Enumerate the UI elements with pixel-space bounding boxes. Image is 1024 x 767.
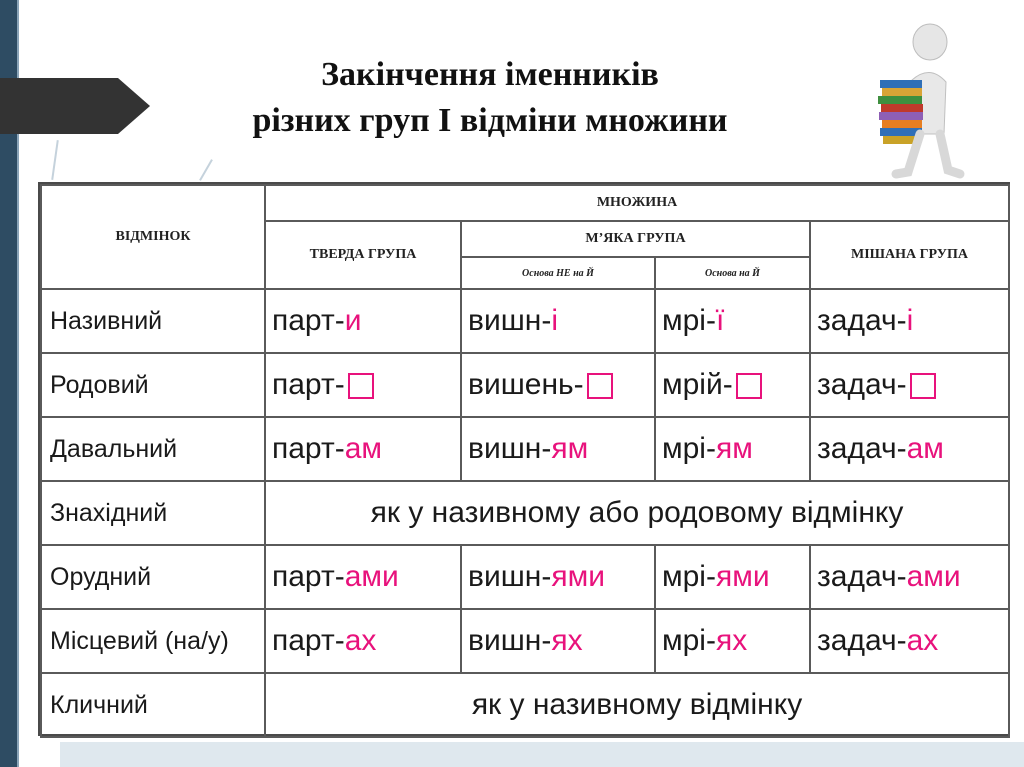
ending: ям xyxy=(551,432,589,465)
hard-form xyxy=(265,545,461,609)
case-name: Кличний xyxy=(41,673,265,737)
case-name: Знахідний xyxy=(41,481,265,545)
mixed-form xyxy=(810,609,1009,673)
merged-note: як у називному відмінку xyxy=(265,673,1009,737)
table-row xyxy=(41,289,1009,353)
deco-line xyxy=(199,159,213,181)
table-row xyxy=(41,353,1009,417)
stem: парт- xyxy=(272,624,345,657)
stem: мрій- xyxy=(662,368,733,401)
person-carrying-books-icon xyxy=(868,22,968,182)
stem: задач- xyxy=(817,304,907,337)
zero-ending-box xyxy=(587,373,613,399)
stem: задач- xyxy=(817,624,907,657)
case-name: Називний xyxy=(41,289,265,353)
header-plural: МНОЖИНА xyxy=(265,185,1009,221)
stem: вишн- xyxy=(468,304,552,337)
header-soft-y: Основа на Й xyxy=(655,257,810,289)
slide-title xyxy=(150,52,830,144)
mixed-form xyxy=(810,353,1009,417)
ending: ях xyxy=(551,624,583,657)
header-hard-group: ТВЕРДА ГРУПА xyxy=(265,221,461,289)
ending: ам xyxy=(906,432,944,465)
merged-note: як у називному або родовому відмінку xyxy=(265,481,1009,545)
stem: парт- xyxy=(272,432,345,465)
soft2-form xyxy=(655,289,810,353)
stem: парт- xyxy=(272,560,345,593)
zero-ending-box xyxy=(910,373,936,399)
arrow-shape xyxy=(0,78,150,134)
case-name: Орудний xyxy=(41,545,265,609)
ending: ами xyxy=(344,560,399,593)
table-row xyxy=(41,545,1009,609)
soft1-form xyxy=(461,353,655,417)
ending: ям xyxy=(715,432,753,465)
mixed-form xyxy=(810,289,1009,353)
ending: ах xyxy=(344,624,377,657)
header-soft-group: М’ЯКА ГРУПА xyxy=(461,221,810,257)
zero-ending-box xyxy=(736,373,762,399)
ending: ях xyxy=(715,624,748,657)
mixed-form xyxy=(810,545,1009,609)
header-soft-not-y: Основа НЕ на Й xyxy=(461,257,655,289)
stem: вишн- xyxy=(468,624,552,657)
stem: мрі- xyxy=(662,432,716,465)
soft1-form xyxy=(461,609,655,673)
case-name: Давальний xyxy=(41,417,265,481)
stem: мрі- xyxy=(662,624,716,657)
soft2-form xyxy=(655,353,810,417)
stem: вишн- xyxy=(468,432,552,465)
mixed-form xyxy=(810,417,1009,481)
ending: і xyxy=(551,304,558,337)
deco-line xyxy=(51,140,59,180)
table-row xyxy=(41,673,1009,737)
hard-form xyxy=(265,417,461,481)
header-case: ВІДМІНОК xyxy=(41,185,265,289)
table-row xyxy=(41,481,1009,545)
stem: мрі- xyxy=(662,560,716,593)
ending: і xyxy=(906,304,914,337)
ending: ї xyxy=(715,304,725,337)
table-row xyxy=(41,609,1009,673)
stem: парт- xyxy=(272,368,345,401)
ending: ами xyxy=(906,560,961,593)
stem: задач- xyxy=(817,432,907,465)
stem: задач- xyxy=(817,368,907,401)
stem: парт- xyxy=(272,304,345,337)
stem: мрі- xyxy=(662,304,716,337)
zero-ending-box xyxy=(348,373,374,399)
ending: ах xyxy=(906,624,939,657)
stem: задач- xyxy=(817,560,907,593)
declension-table xyxy=(38,182,1010,736)
soft2-form xyxy=(655,609,810,673)
ending: ями xyxy=(715,560,770,593)
stem: вишень- xyxy=(468,368,584,401)
soft2-form xyxy=(655,545,810,609)
case-name: Родовий xyxy=(41,353,265,417)
hard-form xyxy=(265,353,461,417)
soft2-form xyxy=(655,417,810,481)
soft1-form xyxy=(461,417,655,481)
ending: ам xyxy=(344,432,382,465)
stem: вишн- xyxy=(468,560,552,593)
hard-form xyxy=(265,289,461,353)
table-row xyxy=(41,417,1009,481)
hard-form xyxy=(265,609,461,673)
bottom-decoration xyxy=(60,742,1024,767)
ending: ями xyxy=(551,560,605,593)
ending: и xyxy=(344,304,362,337)
title-line-2: різних груп І відміни множини xyxy=(252,102,728,139)
case-name: Місцевий (на/у) xyxy=(41,609,265,673)
title-line-1: Закінчення іменників xyxy=(321,56,659,93)
soft1-form xyxy=(461,289,655,353)
soft1-form xyxy=(461,545,655,609)
header-mixed-group: МІШАНА ГРУПА xyxy=(810,221,1009,289)
